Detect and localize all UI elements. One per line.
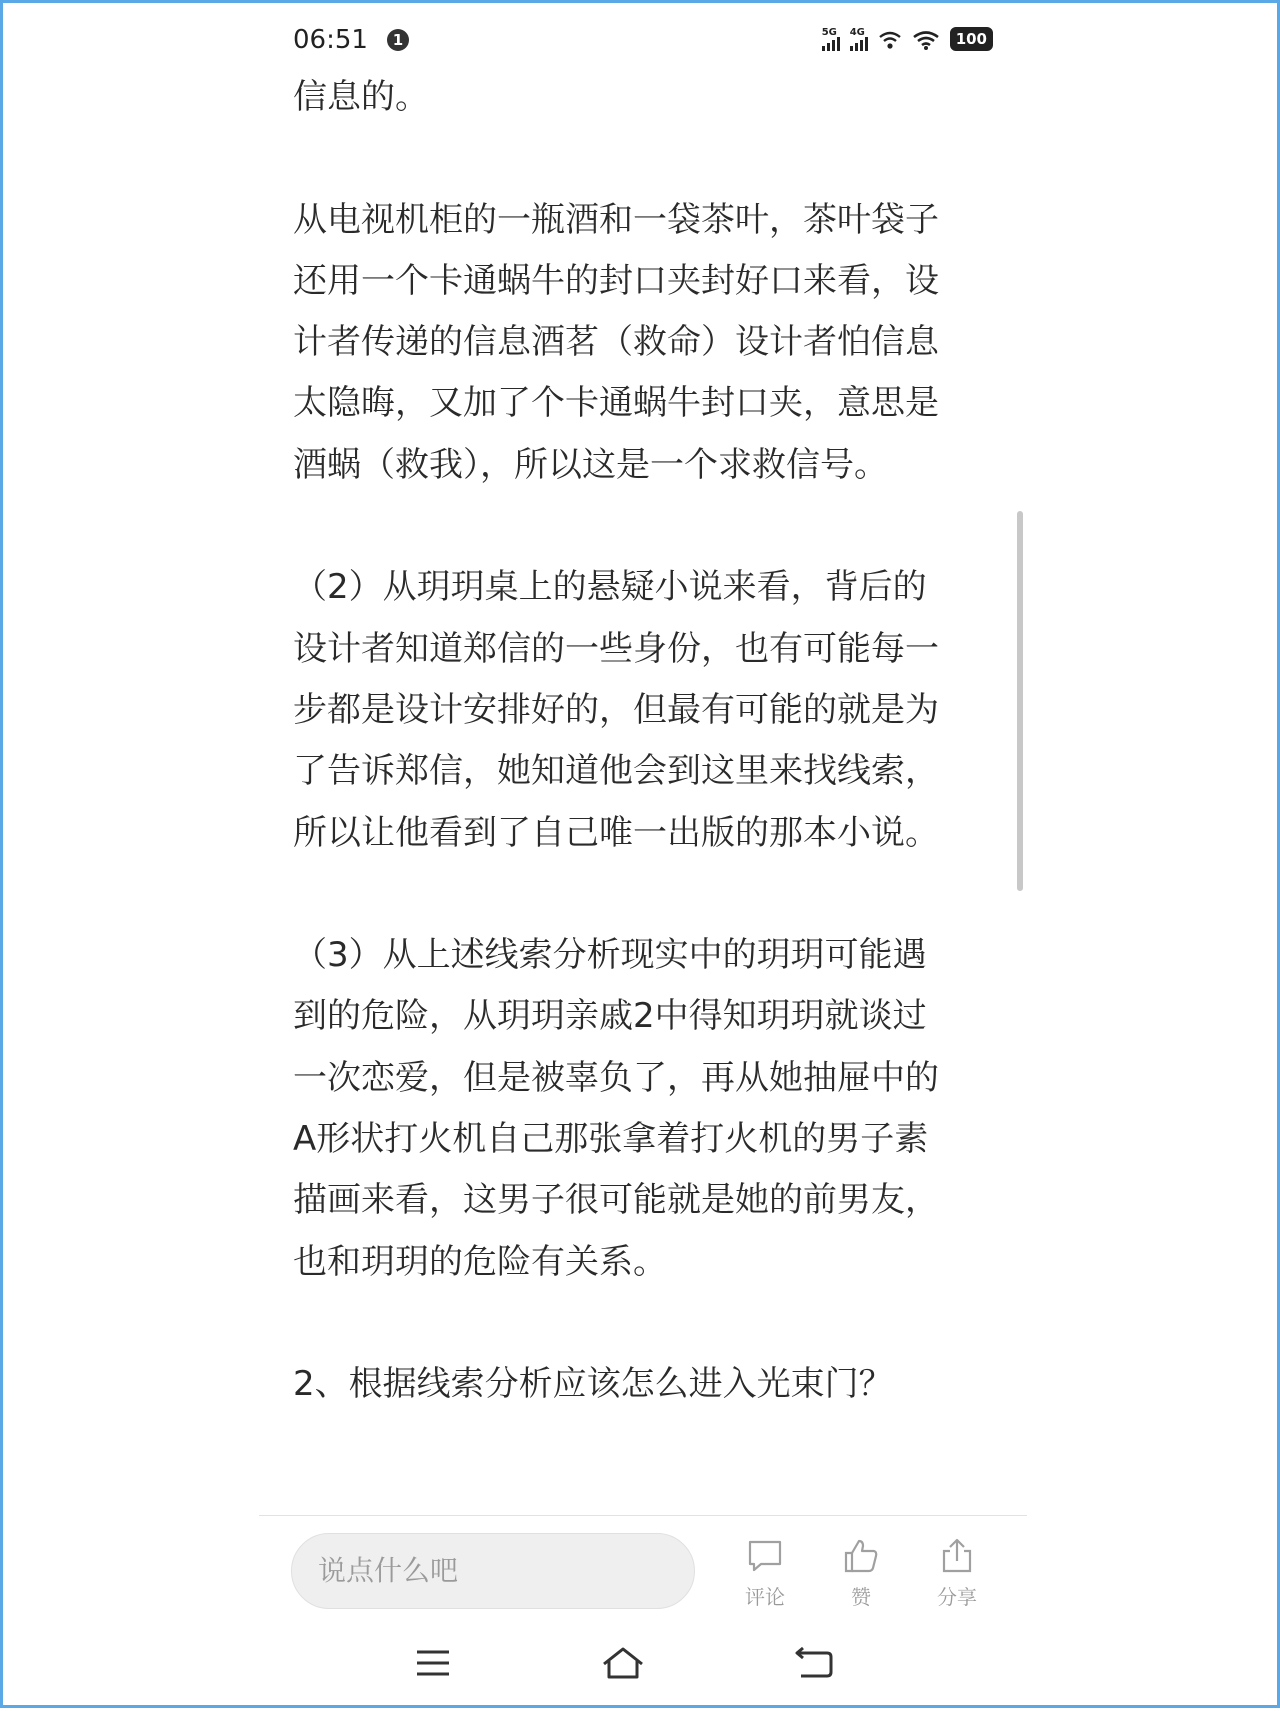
signal-5g-icon bbox=[822, 27, 840, 51]
status-time: 06:51 bbox=[293, 25, 368, 55]
article-paragraph: （2）从玥玥桌上的悬疑小说来看，背后的设计者知道郑信的一些身份，也有可能每一步都是设计安排好的，但最有可能的就是为了告诉郑信，她知道他会到这里来找线索，所以让他看到了自己唯一出版的那本小说。 bbox=[293, 567, 939, 853]
battery-icon: 100 bbox=[950, 27, 993, 51]
status-bar bbox=[293, 23, 993, 63]
notification-badge: 1 bbox=[387, 29, 409, 51]
status-icons bbox=[822, 27, 993, 51]
article-paragraph: （3）从上述线索分析现实中的玥玥可能遇到的危险，从玥玥亲戚2中得知玥玥就谈过一次恋爱，但是被辜负了，再从她抽屉中的A形状打火机自己那张拿着打火机的男子素描画来看，这男子很可能就是她的前男友，也和玥玥的危险有关系。 bbox=[293, 935, 939, 1282]
back-nav-button[interactable] bbox=[783, 1633, 843, 1693]
article-paragraph: 信息的。 bbox=[293, 77, 429, 117]
like-button[interactable] bbox=[821, 1533, 901, 1610]
signal-4g-icon bbox=[850, 27, 868, 51]
scrollbar[interactable] bbox=[1017, 511, 1023, 891]
signal-5g-label: 5G bbox=[821, 27, 837, 38]
menu-icon bbox=[415, 1648, 451, 1678]
signal-4g-label: 4G bbox=[849, 27, 865, 38]
share-button[interactable] bbox=[917, 1533, 997, 1610]
wifi-icon bbox=[912, 29, 940, 51]
like-label: 赞 bbox=[851, 1585, 871, 1609]
home-nav-button[interactable] bbox=[593, 1633, 653, 1693]
comment-label: 评论 bbox=[745, 1585, 785, 1609]
system-nav-bar bbox=[259, 1633, 1027, 1693]
comment-button[interactable] bbox=[725, 1533, 805, 1610]
back-icon bbox=[793, 1646, 833, 1680]
comment-input[interactable]: 说点什么吧 bbox=[291, 1533, 695, 1609]
bottom-divider bbox=[259, 1515, 1027, 1516]
thumbs-up-icon bbox=[842, 1537, 880, 1575]
comment-icon bbox=[746, 1537, 784, 1575]
article-paragraph: 2、根据线索分析应该怎么进入光束门？ bbox=[293, 1364, 893, 1405]
share-icon bbox=[938, 1537, 976, 1575]
wifi-calling-icon bbox=[878, 29, 902, 51]
share-label: 分享 bbox=[937, 1585, 977, 1609]
home-icon bbox=[601, 1646, 645, 1680]
phone-screen bbox=[259, 3, 1027, 1711]
article-paragraph: 从电视机柜的一瓶酒和一袋茶叶，茶叶袋子还用一个卡通蜗牛的封口夹封好口来看，设计者传递的信息酒茗（救命）设计者怕信息太隐晦，又加了个卡通蜗牛封口夹，意思是酒蜗（救我），所以这是一个求救信号。 bbox=[293, 199, 939, 485]
article-content bbox=[293, 67, 943, 1416]
menu-nav-button[interactable] bbox=[403, 1633, 463, 1693]
